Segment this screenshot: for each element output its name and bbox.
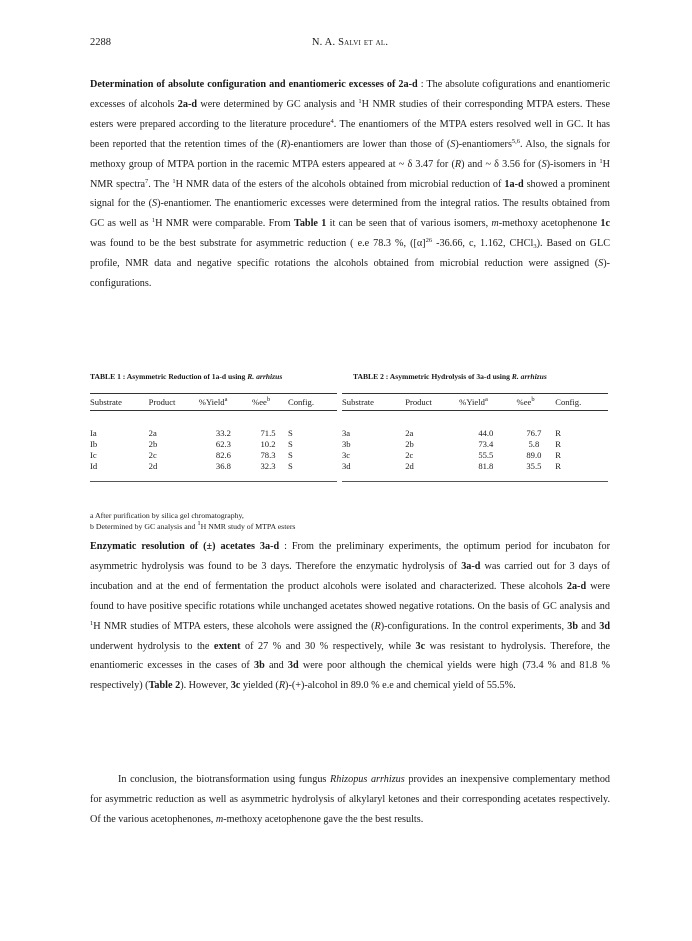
table-header-row bbox=[90, 394, 337, 411]
column-header: Config. bbox=[555, 394, 608, 411]
reference-marker: 5,6 bbox=[511, 137, 521, 145]
paragraph-conclusion: In conclusion, the biotransformation using fungus Rhizopus arrhizus provides an inexpensive complementary method for asymmetric reduction as well as asymmetric hydrolysis of alkylaryl ketones and their corresponding acetates respectively. Of the various acetophenones, m-methoxy acetophenone gave the the best results. bbox=[90, 774, 611, 825]
table-row: 3c 2c 55.5 89.0 R bbox=[342, 449, 561, 460]
footnote-a: a After purification by silica gel chromatography, bbox=[90, 511, 244, 520]
table-row: 3b 2b 73.4 5.8 R bbox=[342, 438, 561, 449]
section-heading-enzymatic: Enzymatic resolution of (±) acetates 3a-d bbox=[90, 541, 280, 552]
table2 bbox=[342, 393, 608, 482]
table-row: 3a 2a 44.0 76.7 R bbox=[342, 427, 561, 438]
table1 bbox=[90, 393, 337, 482]
table-row: Ib 2b 62.3 10.2 S bbox=[90, 438, 293, 449]
column-header: %Yield$^a$ bbox=[459, 394, 516, 411]
table2-caption: TABLE 2 : Asymmetric Hydrolysis of 3a-d using R. arrhizus bbox=[353, 372, 547, 381]
paragraph-enzymatic-resolution: Enzymatic resolution of (±) acetates 3a-d : From the preliminary experiments, the optimum period for incubaton for asymmetric hydrolysis was found to be 3 days. Therefore the enzymatic hydrolysis of 3a-d was carried out for 3 days of incubation and at the end of fermentation the product alcohols were isolated and characterized. These alcohols 2a-d were found to have positive specific rotations while unchanged acetates showed negative rotations. On the basis of GC analysis and $^1$H NMR studies of MTPA esters, these alcohols were assigned the (R)-configurations. In the control experiments, 3b and 3d underwent hydrolysis to the extent of 27 % and 30 % respectively, while 3c was resistant to hydrolysis. Therefore, the enantiomeric excesses in the cases of 3b and 3d were poor although the chemical yields were high (73.4 % and 81.8 % respectively) (Table 2). However, 3c yielded (R)-(+)-alcohol in 89.0 % e.e and chemical yield of 55.5%. bbox=[90, 541, 611, 692]
table1-caption: TABLE 1 : Asymmetric Reduction of 1a-d using R. arrhizus bbox=[90, 372, 283, 381]
footnote-b: b Determined by GC analysis and $^1$H NMR study of MTPA esters bbox=[90, 520, 296, 531]
column-header: Config. bbox=[288, 394, 337, 411]
table-row: Ic 2c 82.6 78.3 S bbox=[90, 449, 293, 460]
column-header: Product bbox=[405, 394, 459, 411]
column-header: Substrate bbox=[342, 394, 405, 411]
page-number: 2288 bbox=[90, 37, 111, 48]
table-row: Id 2d 36.8 32.3 S bbox=[90, 461, 337, 482]
reference-marker: 7 bbox=[145, 177, 149, 185]
running-head: N. A. Salvi et al. bbox=[311, 37, 389, 48]
table-row: 3d 2d 81.8 35.5 R bbox=[342, 461, 608, 482]
column-header: %Yield$^a$ bbox=[199, 394, 252, 411]
column-header: $\%ee^b$ bbox=[252, 394, 288, 411]
reference-marker: 4 bbox=[330, 117, 334, 125]
table-row: Ia 2a 33.2 71.5 S bbox=[90, 427, 293, 438]
table-header-row bbox=[342, 394, 608, 411]
column-header: Substrate bbox=[90, 394, 149, 411]
page-header bbox=[90, 37, 610, 53]
column-header: Product bbox=[149, 394, 199, 411]
paragraph-determination: Determination of absolute configuration and enantiomeric excesses of 2a-d : The absolute cofigurations and enantiomeric excesses of alcohols 2a-d were determined by GC analysis and $^1$H NMR studies of their corresponding MTPA esters. These esters were prepared according to the literature procedure$^4$. The enantiomers of the MTPA esters resolved well in GC. It has been reported that the retention times of the (R)-enantiomers are lower than those of (S)-enantiomers$^{5,6}$. Also, the signals for methoxy group of MTPA portion in the racemic MTPA esters appeared at ~ δ 3.47 for (R) and ~ δ 3.56 for (S)-isomers in $^1$H NMR spectra$^7$. The $^1$H NMR data of the esters of the alcohols obtained from microbial reduction of 1a-d showed a prominent signal for the (S)-enantiomer. The enantiomeric excesses were determined from the integral ratios. The results obtained from GC as well as $^1$H NMR were comparable. From Table 1 it can be seen that of various isomers, m-methoxy acetophenone 1c was found to be the best substrate for asymmetric reduction ( e.e 78.3 %, ($[\alpha]^{26}$ -36.66, c, 1.162, CHCl$_3$). Based on GLC profile, NMR data and negative specific rotations the alcohols obtained from microbial reduction were assigned (S)-configurations. bbox=[90, 79, 611, 290]
column-header: $\%ee^b$ bbox=[517, 394, 556, 411]
section-heading-determination: Determination of absolute configuration and enantiomeric excesses of 2a-d bbox=[90, 79, 418, 90]
